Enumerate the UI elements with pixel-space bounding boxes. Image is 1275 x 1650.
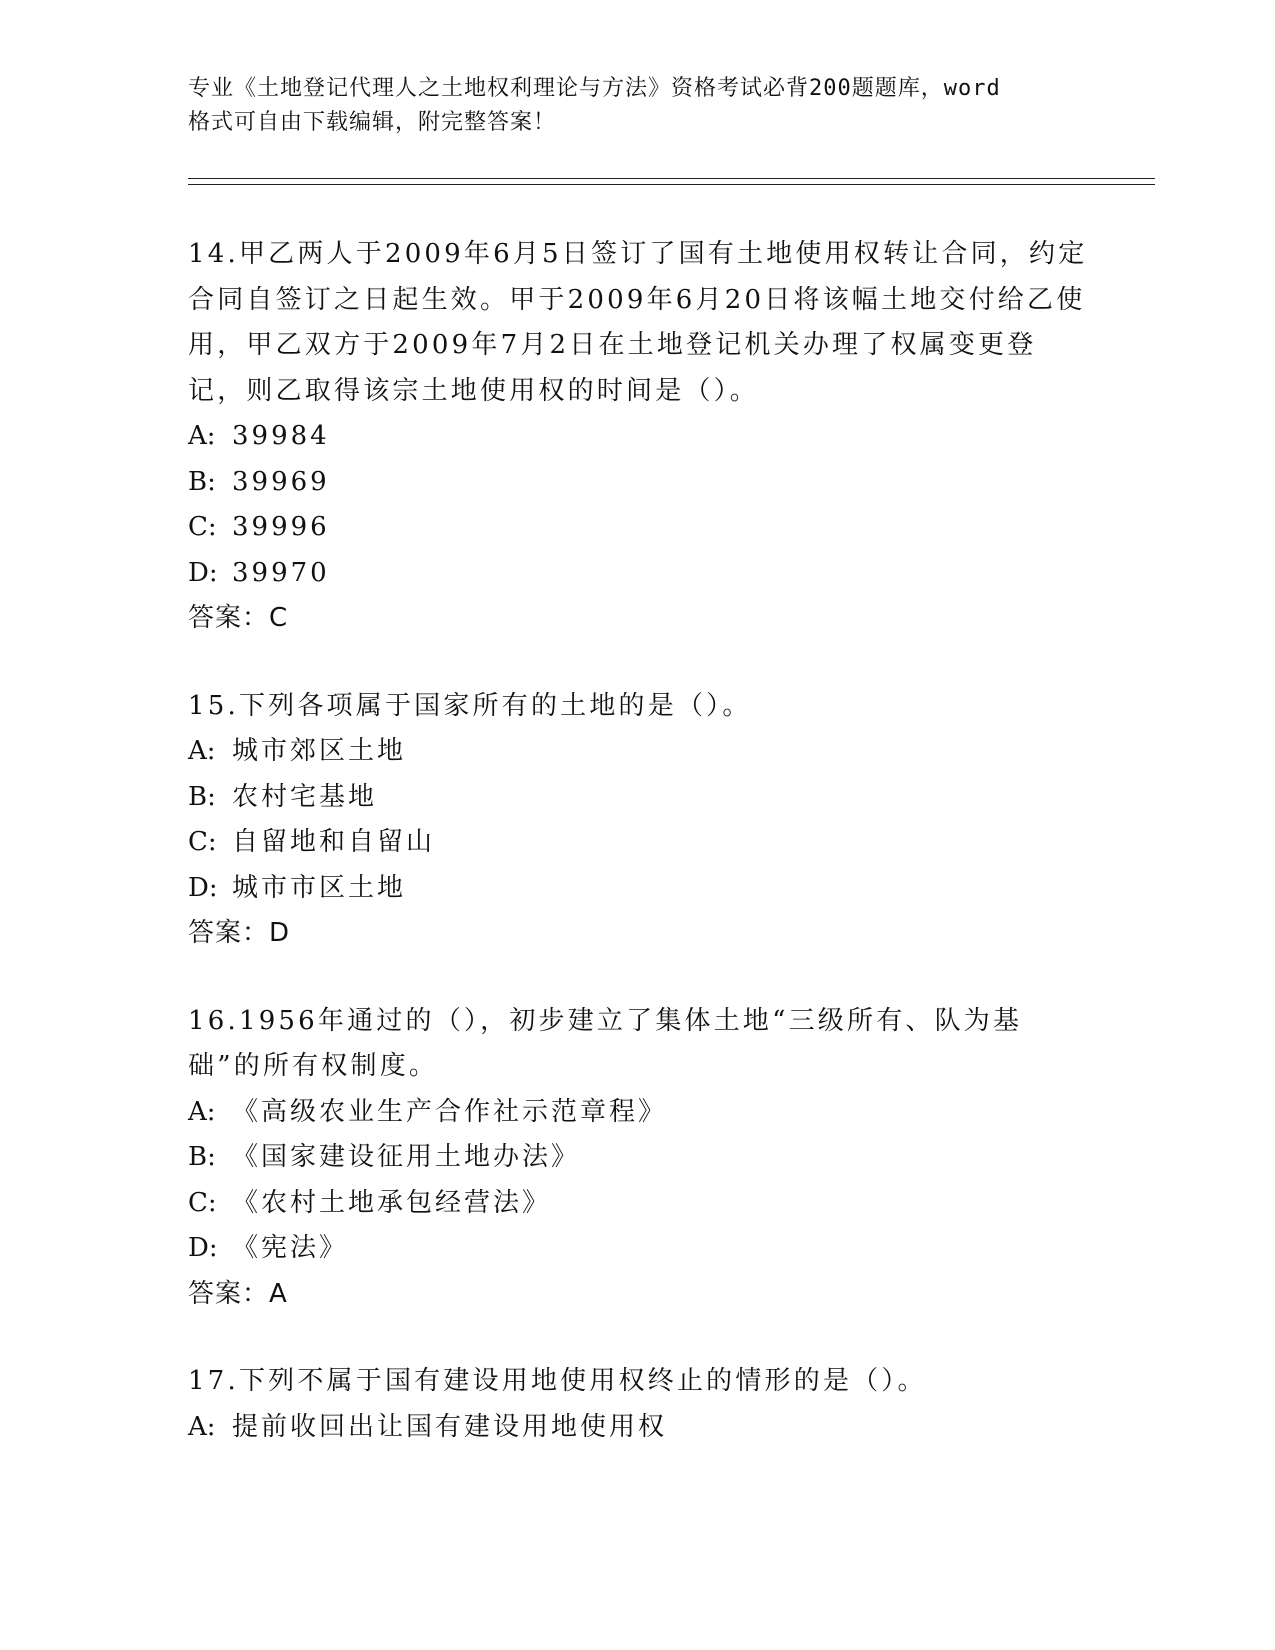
option-label: D: (188, 872, 218, 903)
option-text: 39996 (232, 512, 330, 542)
option-d (188, 866, 1088, 912)
option-text: 城市市区土地 (232, 872, 407, 903)
document-header (188, 72, 1068, 140)
option-d (188, 551, 1088, 597)
option-text: 自留地和自留山 (232, 827, 436, 857)
option-b (188, 775, 1088, 821)
question-15 (188, 684, 1088, 957)
answer-line: 答案：D (188, 918, 291, 948)
answer-line: 答案：C (188, 603, 289, 633)
option-a (188, 1090, 1088, 1136)
question-14 (188, 232, 1088, 642)
option-d (188, 1226, 1088, 1272)
option-label: B: (188, 466, 216, 497)
question-list (188, 232, 1088, 1492)
option-label: C: (188, 512, 217, 542)
option-label: A: (188, 736, 216, 766)
option-label: C: (188, 1187, 217, 1218)
header-title-line-1: 专业《土地登记代理人之土地权利理论与方法》资格考试必背200题题库，word (188, 76, 1001, 101)
option-text: 39970 (232, 557, 330, 588)
option-text: 《国家建设征用土地办法》 (232, 1142, 581, 1172)
answer-line: 答案：A (188, 1278, 288, 1309)
option-label: A: (188, 421, 216, 451)
option-text: 《高级农业生产合作社示范章程》 (232, 1096, 668, 1127)
question-stem: 14.甲乙两人于2009年6月5日签订了国有土地使用权转让合同，约定合同自签订之日起生效。甲于2009年6月20日将该幅土地交付给乙使用，甲乙双方于2009年7月2日在土地登记机关办理了权属变更登记，则乙取得该宗土地使用权的时间是（）。 (188, 239, 1088, 406)
question-stem: 15.下列各项属于国家所有的土地的是（）。 (188, 690, 752, 721)
option-label: A: (188, 1096, 216, 1127)
header-divider-top (188, 178, 1155, 179)
question-stem: 16.1956年通过的（），初步建立了集体土地“三级所有、队为基础”的所有权制度。 (188, 1005, 1023, 1081)
option-text: 城市郊区土地 (232, 736, 407, 766)
option-label: A: (188, 1411, 216, 1442)
question-stem: 17.下列不属于国有建设用地使用权终止的情形的是（）。 (188, 1366, 927, 1396)
question-16 (188, 999, 1088, 1318)
option-b (188, 1135, 1088, 1181)
option-label: B: (188, 781, 216, 812)
option-a (188, 414, 1088, 460)
option-a (188, 1405, 1088, 1451)
option-text: 39969 (232, 466, 330, 497)
option-text: 提前收回出让国有建设用地使用权 (232, 1411, 668, 1442)
option-label: B: (188, 1142, 216, 1172)
option-a (188, 729, 1088, 775)
question-17 (188, 1359, 1088, 1450)
option-c (188, 820, 1088, 866)
option-label: D: (188, 1233, 218, 1263)
option-text: 农村宅基地 (232, 781, 378, 812)
option-text: 《农村土地承包经营法》 (232, 1187, 552, 1218)
header-divider-bottom (188, 184, 1155, 185)
option-c (188, 1181, 1088, 1227)
option-text: 《宪法》 (232, 1233, 349, 1263)
option-c (188, 505, 1088, 551)
header-title-line-2: 格式可自由下载编辑，附完整答案！ (188, 110, 557, 135)
option-label: C: (188, 827, 217, 857)
option-b (188, 460, 1088, 506)
option-label: D: (188, 557, 218, 588)
option-text: 39984 (232, 421, 330, 451)
